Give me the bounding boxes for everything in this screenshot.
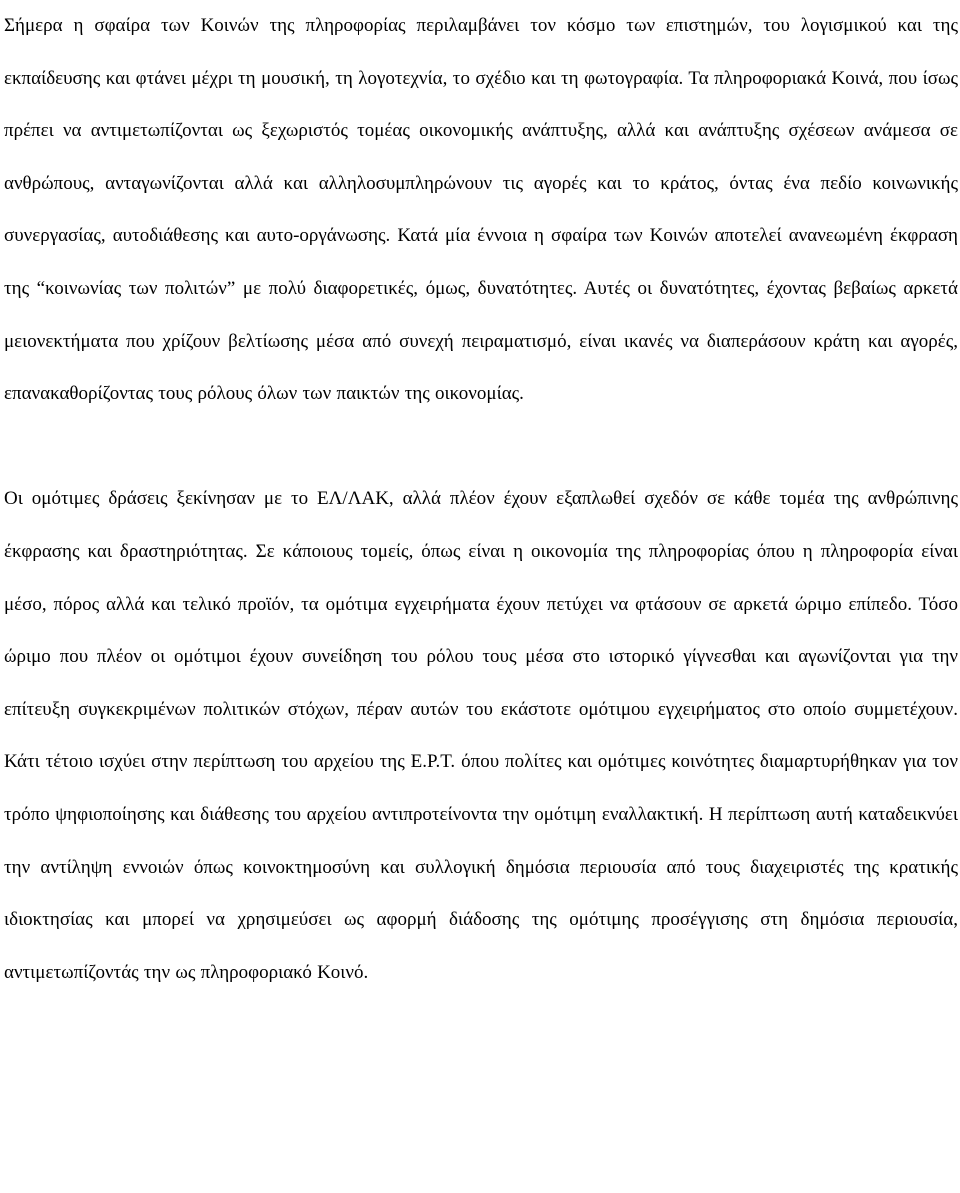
paragraph-1: Σήμερα η σφαίρα των Κοινών της πληροφορίας περιλαμβάνει τον κόσμο των επιστημών, του λογισμικού και της εκπαίδευσης και φτάνει μέχρι τη μουσική, τη λογοτεχνία, το σχέδιο και τη φωτογραφία. Τα πληροφοριακά Κοινά, που ίσως πρέπει να αντιμετωπίζονται ως ξεχωριστός τομέας οικονομικής ανάπτυξης, αλλά και ανάπτυξης σχέσεων ανάμεσα σε ανθρώπους, ανταγωνίζονται αλλά και αλληλοσυμπληρώνουν τις αγορές και το κράτος, όντας ένα πεδίο κοινωνικής συνεργασίας, αυτοδιάθεσης και αυτο-οργάνωσης. Κατά μία έννοια η σφαίρα των Κοινών αποτελεί ανανεωμένη έκφραση της “κοινωνίας των πολιτών” με πολύ διαφορετικές, όμως, δυνατότητες. Αυτές οι δυνατότητες, έχοντας βεβαίως αρκετά μειονεκτήματα που χρίζουν βελτίωσης μέσα από συνεχή πειραματισμό, είναι ικανές να διαπεράσουν κράτη και αγορές, επανακαθορίζοντας τους ρόλους όλων των παικτών της οικονομίας. bbox=[4, 15, 958, 405]
paragraph-spacer bbox=[4, 421, 958, 474]
paragraph-2: Οι ομότιμες δράσεις ξεκίνησαν με το ΕΛ/ΛΑΚ, αλλά πλέον έχουν εξαπλωθεί σχεδόν σε κάθε τομέα της ανθρώπινης έκφρασης και δραστηριότητας. Σε κάποιους τομείς, όπως είναι η οικονομία της πληροφορίας όπου η πληροφορία είναι μέσο, πόρος αλλά και τελικό προϊόν, τα ομότιμα εγχειρήματα έχουν πετύχει να φτάσουν σε αρκετά ώριμο επίπεδο. Τόσο ώριμο που πλέον οι ομότιμοι έχουν συνείδηση του ρόλου τους μέσα στο ιστορικό γίγνεσθαι και αγωνίζονται για την επίτευξη συγκεκριμένων πολιτικών στόχων, πέραν αυτών του εκάστοτε ομότιμου εγχειρήματος στο οποίο συμμετέχουν. Κάτι τέτοιο ισχύει στην περίπτωση του αρχείου της Ε.Ρ.Τ. όπου πολίτες και ομότιμες κοινότητες διαμαρτυρήθηκαν για τον τρόπο ψηφιοποίησης και διάθεσης του αρχείου αντιπροτείνοντα την ομότιμη εναλλακτική. Η περίπτωση αυτή καταδεικνύει την αντίληψη εννοιών όπως κοινοκτημοσύνη και συλλογική δημόσια περιουσία από τους διαχειριστές της κρατικής ιδιοκτησίας και μπορεί να χρησιμεύσει ως αφορμή διάδοσης της ομότιμης προσέγγισης στη δημόσια περιουσία, αντιμετωπίζοντάς την ως πληροφοριακό Κοινό. bbox=[4, 488, 958, 983]
document-page bbox=[4, 0, 958, 999]
